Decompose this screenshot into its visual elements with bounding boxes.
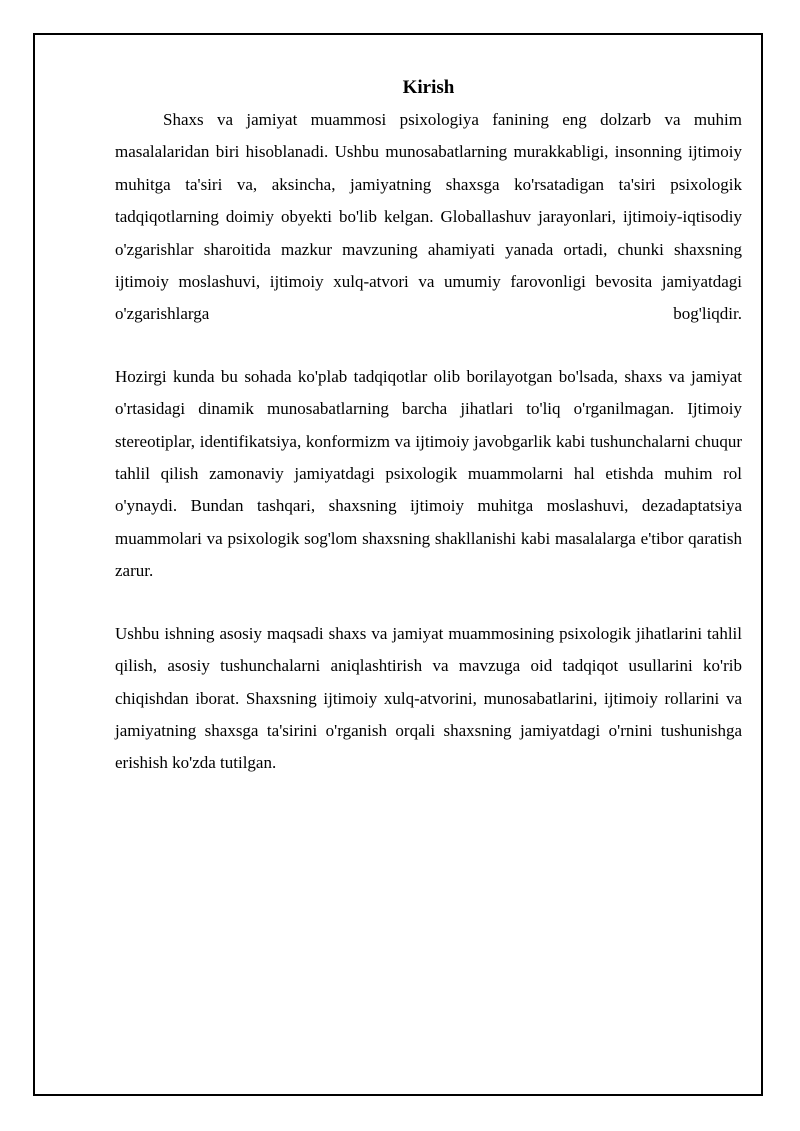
paragraph-3: Ushbu ishning asosiy maqsadi shaxs va jamiyat muammosining psixologik jihatlarini tahlil qilish, asosiy tushunchalarni aniqlashtirish va mavzuga oid tadqiqot usullarini ko'rib chiqishdan iborat. Shaxsning ijtimoiy xulq-atvorini, munosabatlarini, ijtimoiy rollarini va jamiyatning shaxsga ta'sirini o'rganish orqali shaxsning jamiyatdagi o'rnini tushunishga erishish ko'zda tutilgan. bbox=[115, 623, 742, 773]
paragraph-1: Shaxs va jamiyat muammosi psixologiya fanining eng dolzarb va muhim masalalaridan biri hisoblanadi. Ushbu munosabatlarning murakkabligi, insonning ijtimoiy muhitga ta'siri va, aksincha, jamiyatning shaxsga ko'rsatadigan ta'siri psixologik tadqiqotlarning doimiy obyekti bo'lib kelgan. Globallashuv jarayonlari, ijtimoiy-iqtisodiy o'zgarishlar sharoitida mazkur mavzuning ahamiyati yanada ortadi, chunki shaxsning ijtimoiy moslashuvi, ijtimoiy xulq-atvori va umumiy farovonligi bevosita jamiyatdagi o'zgarishlarga bog'liqdir. bbox=[115, 110, 742, 324]
paragraph-2: Hozirgi kunda bu sohada ko'plab tadqiqotlar olib borilayotgan bo'lsada, shaxs va jamiyat o'rtasidagi dinamik munosabatlarning barcha jihatlari to'liq o'rganilmagan. Ijtimoiy stereotiplar, identifikatsiya, konformizm va ijtimoiy javobgarlik kabi tushunchalarni chuqur tahlil qilish zamonaviy jamiyatdagi psixologik muammolarni hal etishda muhim rol o'ynaydi. Bundan tashqari, shaxsning ijtimoiy muhitga moslashuvi, dezadaptatsiya muammolari va psixologik sog'lom shaxsning shakllanishi kabi masalalarga e'tibor qaratish zarur. bbox=[115, 366, 742, 581]
paragraph-gap bbox=[115, 331, 742, 361]
document-title: Kirish bbox=[402, 77, 455, 98]
document-body bbox=[115, 72, 742, 780]
paragraph-gap bbox=[115, 588, 742, 618]
